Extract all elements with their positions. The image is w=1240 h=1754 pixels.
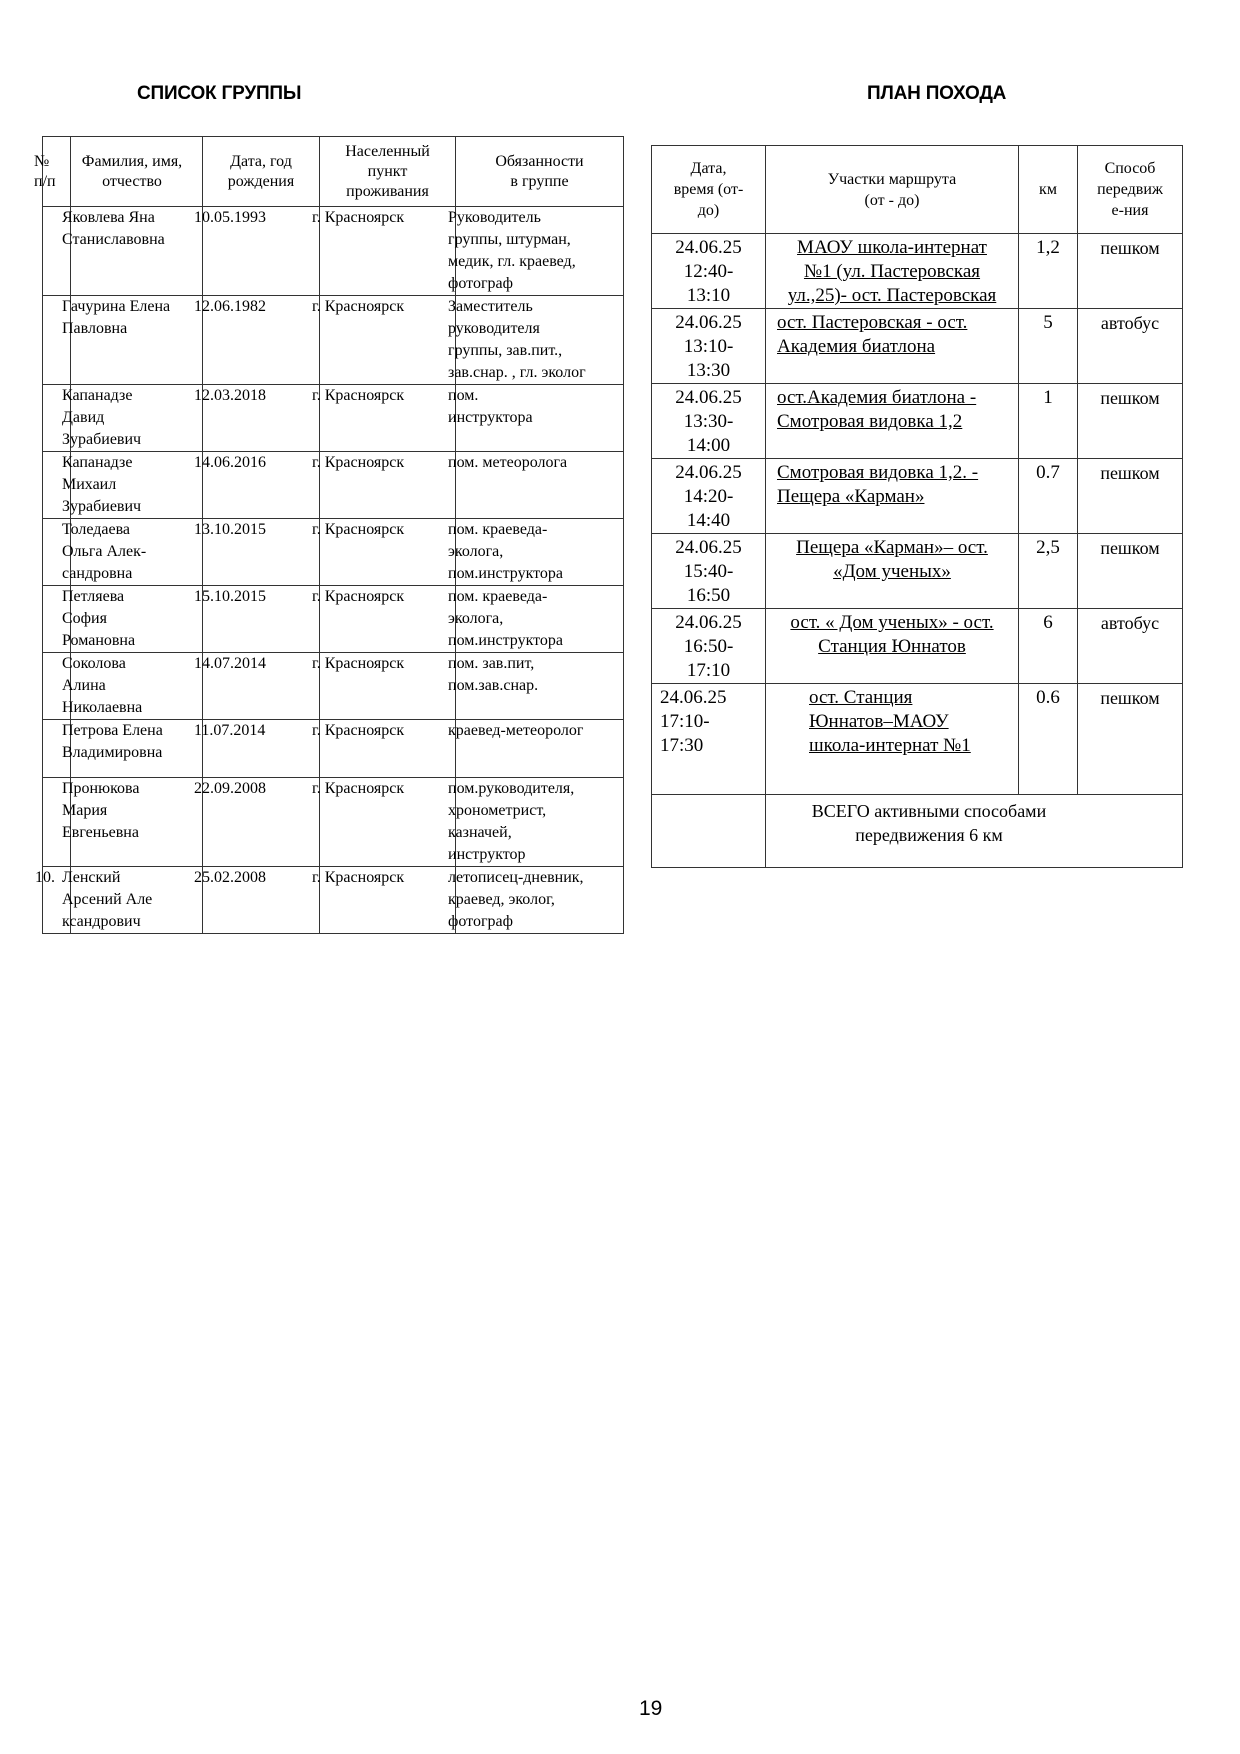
birth-date-cell	[194, 207, 320, 296]
member-name: Капанадзе Михаил Зурабиевич	[62, 454, 142, 515]
home-city-cell	[312, 778, 456, 867]
route-segment: ост. Станция Юннатов–МАОУ школа-интернат №1	[809, 687, 971, 756]
plan-table	[651, 145, 1183, 868]
segment-km-cell	[1019, 309, 1078, 384]
header-datetime: Дата, время (от- до)	[652, 146, 766, 234]
home-city: г. Красноярск	[312, 780, 405, 797]
route-segment: ост.Академия биатлона - Смотровая видовка 1,2	[777, 387, 977, 432]
home-city: г. Красноярск	[312, 387, 405, 404]
home-city-cell	[312, 385, 456, 452]
home-city: г. Красноярск	[312, 209, 405, 226]
segment-datetime: 24.06.25 15:40- 16:50	[675, 537, 742, 606]
group-table-wrapper	[34, 136, 623, 930]
group-duties-cell	[448, 207, 624, 296]
group-duties: краевед-метеоролог	[448, 722, 584, 739]
travel-mode-cell	[1078, 384, 1183, 459]
group-duties-cell	[448, 778, 624, 867]
group-duties-cell	[448, 452, 624, 519]
birth-date: 11.07.2014	[194, 722, 266, 739]
member-name-cell	[62, 586, 203, 653]
route-segment-cell	[766, 534, 1019, 609]
travel-mode-cell	[1078, 684, 1183, 795]
segment-km: 0.6	[1036, 687, 1060, 708]
group-duties: пом. зав.пит, пом.зав.снар.	[448, 655, 539, 694]
travel-mode: пешком	[1100, 463, 1160, 483]
home-city: г. Красноярск	[312, 298, 405, 315]
plan-row	[652, 684, 1183, 795]
home-city-cell	[312, 586, 456, 653]
member-name: Толедаева Ольга Алек- сандровна	[62, 521, 147, 582]
header-birth: Дата, год рождения	[203, 137, 320, 207]
header-duties: Обязанности в группе	[456, 137, 624, 207]
segment-datetime: 24.06.25 16:50- 17:10	[675, 612, 742, 681]
group-duties-cell	[448, 653, 624, 720]
birth-date-cell	[194, 296, 320, 385]
plan-row	[652, 609, 1183, 684]
segment-km: 6	[1043, 612, 1053, 633]
plan-total-cell	[766, 795, 1183, 868]
plan-row	[652, 534, 1183, 609]
group-row	[43, 720, 624, 778]
segment-datetime-cell	[652, 684, 766, 795]
travel-mode-cell	[1078, 534, 1183, 609]
member-name: Петляева София Романовна	[62, 588, 136, 649]
travel-mode-cell	[1078, 459, 1183, 534]
segment-datetime: 24.06.25 14:20- 14:40	[675, 462, 742, 531]
birth-date-cell	[194, 867, 320, 934]
route-segment: ост. « Дом ученых» - ост. Станция Юннатов	[790, 612, 994, 657]
birth-date-cell	[194, 452, 320, 519]
segment-datetime: 24.06.25 13:30- 14:00	[675, 387, 742, 456]
birth-date: 14.06.2016	[194, 454, 266, 471]
segment-datetime: 24.06.25 13:10- 13:30	[675, 312, 742, 381]
home-city-cell	[312, 867, 456, 934]
row-num: 10.	[35, 869, 55, 886]
segment-km: 1	[1043, 387, 1053, 408]
member-name: Пронюкова Мария Евгеньевна	[62, 780, 140, 841]
trip-plan-title: ПЛАН ПОХОДА	[867, 83, 1007, 104]
travel-mode: автобус	[1100, 313, 1160, 333]
group-duties-cell	[448, 867, 624, 934]
travel-mode-cell	[1078, 609, 1183, 684]
birth-date: 10.05.1993	[194, 209, 266, 226]
home-city-cell	[312, 519, 456, 586]
member-name: Соколова Алина Николаевна	[62, 655, 143, 716]
segment-km-cell	[1019, 609, 1078, 684]
route-segment: Пещера «Карман»– ост. «Дом ученых»	[796, 537, 988, 582]
member-name-cell	[62, 207, 203, 296]
group-row	[43, 586, 624, 653]
header-city: Населенный пункт проживания	[320, 137, 456, 207]
segment-km-cell	[1019, 384, 1078, 459]
page-number: 19	[639, 1697, 663, 1720]
segment-datetime-cell	[652, 234, 766, 309]
group-header-row	[43, 137, 624, 207]
segment-datetime: 24.06.25 12:40- 13:10	[675, 237, 742, 306]
route-segment: МАОУ школа-интернат №1 (ул. Пастеровская ул.,25)- ост. Пастеровская	[787, 237, 997, 306]
group-row	[43, 653, 624, 720]
header-km: км	[1019, 146, 1078, 234]
home-city: г. Красноярск	[312, 454, 405, 471]
group-duties-cell	[448, 296, 624, 385]
plan-total-empty	[652, 795, 766, 868]
travel-mode: пешком	[1100, 238, 1160, 258]
home-city: г. Красноярск	[312, 722, 405, 739]
home-city-cell	[312, 653, 456, 720]
segment-datetime-cell	[652, 459, 766, 534]
birth-date: 12.03.2018	[194, 387, 266, 404]
plan-total-text: ВСЕГО активными способами передвижения 6 км	[811, 801, 1047, 845]
member-name-cell	[62, 385, 203, 452]
segment-km-cell	[1019, 684, 1078, 795]
birth-date: 25.02.2008	[194, 869, 266, 886]
birth-date: 12.06.1982	[194, 298, 266, 315]
segment-km: 1,2	[1036, 237, 1060, 258]
group-list-title: СПИСОК ГРУППЫ	[137, 83, 302, 104]
group-duties: пом. инструктора	[448, 387, 533, 426]
plan-header-row	[652, 146, 1183, 234]
segment-km-cell	[1019, 459, 1078, 534]
segment-datetime-cell	[652, 609, 766, 684]
birth-date: 22.09.2008	[194, 780, 266, 797]
group-row	[43, 452, 624, 519]
group-duties-cell	[448, 519, 624, 586]
travel-mode: пешком	[1100, 538, 1160, 558]
group-duties: пом.руководителя, хронометрист, казначей, инструктор	[448, 780, 575, 863]
segment-datetime-cell	[652, 384, 766, 459]
member-name: Капанадзе Давид Зурабиевич	[62, 387, 142, 448]
plan-total-row	[652, 795, 1183, 868]
home-city: г. Красноярск	[312, 521, 405, 538]
segment-datetime-cell	[652, 309, 766, 384]
group-row	[43, 778, 624, 867]
member-name-cell	[62, 653, 203, 720]
birth-date: 13.10.2015	[194, 521, 266, 538]
route-segment: Смотровая видовка 1,2. - Пещера «Карман»	[777, 462, 979, 507]
home-city-cell	[312, 296, 456, 385]
plan-row	[652, 459, 1183, 534]
group-row	[43, 207, 624, 296]
header-segment: Участки маршрута (от - до)	[766, 146, 1019, 234]
member-name-cell	[62, 720, 203, 778]
home-city: г. Красноярск	[312, 588, 405, 605]
group-row	[43, 867, 624, 934]
segment-km: 2,5	[1036, 537, 1060, 558]
birth-date-cell	[194, 720, 320, 778]
plan-row	[652, 384, 1183, 459]
group-row	[43, 296, 624, 385]
route-segment-cell	[766, 309, 1019, 384]
travel-mode-cell	[1078, 309, 1183, 384]
plan-row	[652, 234, 1183, 309]
group-duties: пом. метеоролога	[448, 454, 568, 471]
route-segment-cell	[766, 459, 1019, 534]
birth-date-cell	[194, 586, 320, 653]
route-segment-cell	[766, 384, 1019, 459]
group-row	[43, 519, 624, 586]
birth-date: 15.10.2015	[194, 588, 266, 605]
header-mode: Способ передвиж е-ния	[1078, 146, 1183, 234]
birth-date: 14.07.2014	[194, 655, 266, 672]
header-num: № п/п	[43, 137, 71, 207]
group-duties: Руководитель группы, штурман, медик, гл. краевед, фотограф	[448, 209, 576, 292]
birth-date-cell	[194, 653, 320, 720]
segment-km: 5	[1043, 312, 1053, 333]
home-city-cell	[312, 207, 456, 296]
member-name-cell	[62, 867, 203, 934]
group-duties: Заместитель руководителя группы, зав.пит., зав.снар. , гл. эколог	[448, 298, 586, 381]
member-name: Яковлева Яна Станиславовна	[62, 209, 165, 248]
group-table	[34, 136, 624, 934]
home-city: г. Красноярск	[312, 655, 405, 672]
home-city-cell	[312, 452, 456, 519]
birth-date-cell	[194, 519, 320, 586]
group-duties: летописец-дневник, краевед, эколог, фотограф	[448, 869, 584, 930]
member-name: Ленский Арсений Але ксандрович	[62, 869, 153, 930]
member-name-cell	[62, 296, 203, 385]
segment-km-cell	[1019, 534, 1078, 609]
plan-row	[652, 309, 1183, 384]
header-name: Фамилия, имя, отчество	[71, 137, 203, 207]
route-segment-cell	[766, 234, 1019, 309]
plan-table-wrapper	[651, 145, 1182, 858]
group-duties: пом. краеведа- эколога, пом.инструктора	[448, 588, 564, 649]
segment-datetime: 24.06.25 17:10- 17:30	[660, 687, 727, 756]
member-name: Петрова Елена Владимировна	[62, 722, 163, 761]
travel-mode-cell	[1078, 234, 1183, 309]
home-city: г. Красноярск	[312, 869, 405, 886]
segment-km-cell	[1019, 234, 1078, 309]
member-name: Гачурина Елена Павловна	[62, 298, 171, 337]
member-name-cell	[62, 519, 203, 586]
home-city-cell	[312, 720, 456, 778]
member-name-cell	[62, 778, 203, 867]
group-row	[43, 385, 624, 452]
group-duties-cell	[448, 586, 624, 653]
route-segment-cell	[766, 609, 1019, 684]
group-duties-cell	[448, 385, 624, 452]
segment-km: 0.7	[1036, 462, 1060, 483]
travel-mode: пешком	[1100, 688, 1160, 708]
travel-mode: пешком	[1100, 388, 1160, 408]
route-segment-cell	[766, 684, 1019, 795]
birth-date-cell	[194, 385, 320, 452]
segment-datetime-cell	[652, 534, 766, 609]
travel-mode: автобус	[1100, 613, 1160, 633]
member-name-cell	[62, 452, 203, 519]
group-duties: пом. краеведа- эколога, пом.инструктора	[448, 521, 564, 582]
birth-date-cell	[194, 778, 320, 867]
group-duties-cell	[448, 720, 624, 778]
route-segment: ост. Пастеровская - ост. Академия биатлона	[777, 312, 968, 357]
